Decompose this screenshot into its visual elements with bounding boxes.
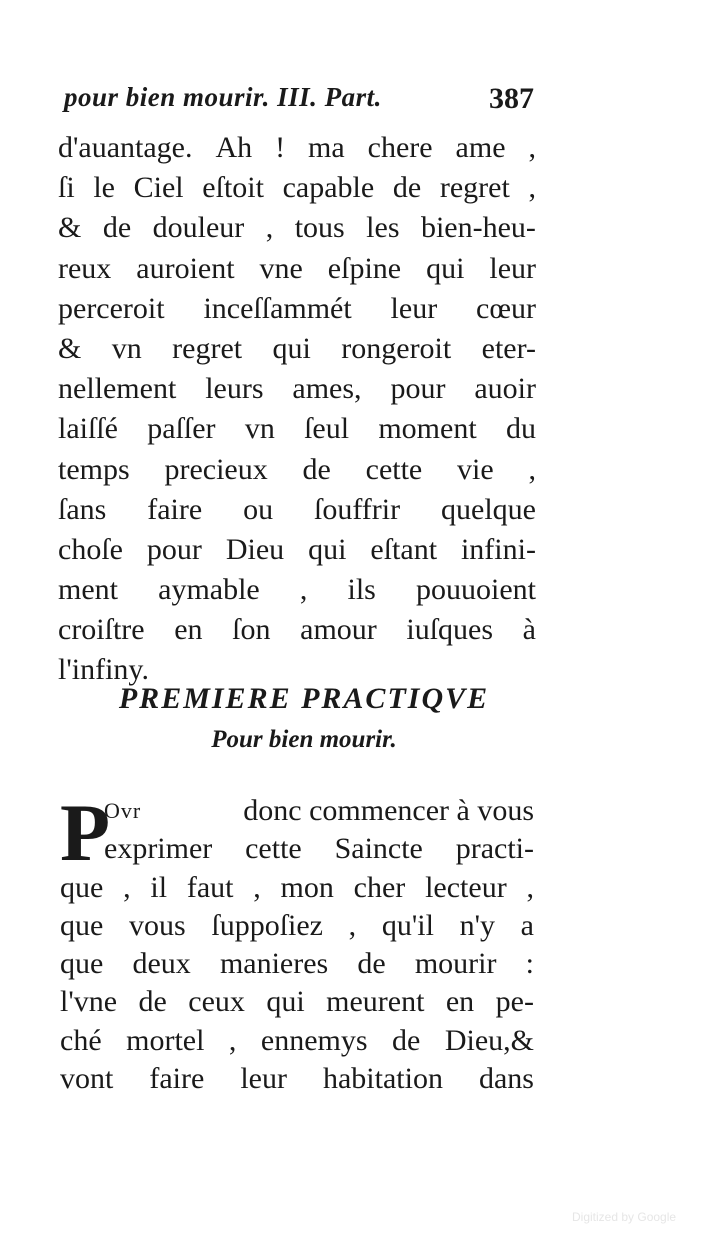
word: iuſques (406, 613, 494, 647)
word: de (392, 1023, 421, 1057)
word: aymable (158, 573, 260, 607)
word: temps (58, 452, 130, 486)
word: , (299, 573, 308, 607)
drop-cap: P (60, 787, 111, 878)
text-line (58, 530, 536, 570)
word: en (174, 613, 203, 647)
word: moment (378, 412, 477, 446)
word: leur (489, 251, 536, 285)
text-line (58, 450, 536, 490)
text-line (60, 945, 534, 983)
word: en (445, 985, 475, 1019)
word: mortel (126, 1023, 205, 1057)
word: Dieu (225, 532, 285, 566)
word: auoir (474, 372, 536, 406)
word: eſpine (327, 251, 402, 285)
text-line (58, 208, 536, 248)
word: cette (365, 452, 423, 486)
word: , (528, 131, 536, 164)
word: ſon (232, 613, 271, 647)
word: mourir (414, 947, 497, 981)
word: cher (353, 870, 406, 904)
word: faut (186, 870, 234, 904)
first-word-small-caps: Ovr (104, 798, 142, 823)
word: qu'il (381, 908, 434, 942)
word: quelque (441, 492, 536, 526)
word: croiſtre (58, 613, 145, 647)
word: , (528, 452, 536, 486)
word: ou (243, 492, 274, 526)
word: eſtant (370, 532, 438, 566)
word: , (526, 870, 534, 904)
word: a (520, 908, 534, 942)
word: de (302, 452, 331, 486)
word: cœur (476, 291, 536, 325)
word: faire (147, 492, 203, 526)
word: vn (244, 412, 275, 446)
text-line (60, 830, 534, 868)
word: , (253, 870, 261, 904)
word: d'auantage. (58, 131, 193, 164)
word: precieux (164, 452, 268, 486)
word: nellement (58, 372, 177, 406)
word: l'vne (60, 985, 118, 1019)
word: qui (426, 251, 465, 285)
word: eter- (481, 331, 536, 365)
text-line (58, 249, 536, 289)
word: vie (457, 452, 494, 486)
word: vont (60, 1062, 114, 1096)
word: leur (390, 291, 438, 325)
word: manieres (219, 947, 329, 981)
word: lecteur (425, 870, 507, 904)
word: ils (347, 573, 376, 607)
text-line (58, 610, 536, 650)
word: pouuoient (415, 573, 536, 607)
word: inceſſammét (203, 291, 352, 325)
word: auroient (136, 251, 235, 285)
word: ſi (58, 171, 75, 205)
word: pour (146, 532, 202, 566)
word: , (123, 870, 131, 904)
word: ! (275, 131, 286, 164)
word: ames, (292, 372, 362, 406)
text-line (58, 490, 536, 530)
word: Saincte (334, 832, 423, 866)
word: laiſſé (58, 412, 118, 446)
word: de (392, 171, 422, 205)
word: regret (172, 331, 243, 365)
word: les (366, 211, 400, 245)
text-line (60, 907, 534, 945)
word: tous (294, 211, 345, 245)
word: qui (272, 331, 311, 365)
text-line (60, 1060, 534, 1098)
word: de (357, 947, 386, 981)
word: rongeroit (341, 331, 452, 365)
text-line (58, 128, 536, 168)
word: n'y (459, 908, 495, 942)
word: bien-heu- (420, 211, 536, 245)
word: , (528, 171, 536, 205)
word: paſſer (147, 412, 216, 446)
word: à (522, 613, 536, 647)
word: ſuppoſiez (211, 908, 323, 942)
section-heading: PREMIERE PRACTIQVE (118, 682, 490, 715)
text-line: donc commencer à vous (243, 794, 534, 827)
word: ché (60, 1023, 102, 1057)
paragraph-2 (60, 787, 534, 1098)
word: eſtoit (202, 171, 264, 205)
word: leurs (205, 372, 264, 406)
word: ſouffrir (314, 492, 401, 526)
word: reux (58, 251, 112, 285)
word: qui (308, 532, 347, 566)
word: cette (245, 832, 302, 866)
text-line (58, 329, 536, 369)
word: leur (240, 1062, 287, 1096)
word: pe- (495, 985, 534, 1019)
word: mon (280, 870, 334, 904)
word: ennemys (260, 1023, 368, 1057)
text-line-first (60, 792, 534, 830)
word: ſeul (304, 412, 350, 446)
word: douleur (152, 211, 245, 245)
text-line: l'infiny. (58, 653, 149, 687)
word: habitation (322, 1062, 443, 1096)
word: deux (132, 947, 191, 981)
word: , (228, 1023, 237, 1057)
word: Ah (215, 131, 253, 164)
text-line (58, 289, 536, 329)
page-number: 387 (489, 82, 534, 115)
word: infini- (460, 532, 536, 566)
word: ceux (188, 985, 245, 1019)
word: ment (58, 573, 118, 607)
word: ma (308, 131, 345, 164)
word: chere (367, 131, 433, 164)
word: vous (129, 908, 186, 942)
word: exprimer (104, 832, 213, 866)
word: & (58, 211, 82, 245)
paragraph-1 (58, 128, 536, 691)
text-line (58, 570, 536, 610)
word: amour (300, 613, 377, 647)
word: : (525, 947, 534, 981)
text-line (58, 168, 536, 208)
word: perceroit (58, 291, 165, 325)
word: que (60, 908, 104, 942)
word: que (60, 870, 104, 904)
word: pour (390, 372, 446, 406)
running-head-title: pour bien mourir. III. Part. (64, 82, 382, 112)
text-line (58, 369, 536, 409)
word: & (58, 331, 82, 365)
word: du (505, 412, 536, 446)
word: Dieu,& (444, 1023, 534, 1057)
word: ame (455, 131, 506, 164)
word: meurent (326, 985, 425, 1019)
word: dans (478, 1062, 534, 1096)
word: practi- (455, 832, 534, 866)
word: le (93, 171, 115, 205)
word: qui (266, 985, 305, 1019)
word: Ciel (133, 171, 184, 205)
word: , (348, 908, 357, 942)
word: choſe (58, 532, 123, 566)
word: faire (149, 1062, 205, 1096)
digitization-watermark: Digitized by Google (572, 1210, 677, 1224)
word: de (102, 211, 132, 245)
word: que (60, 947, 104, 981)
running-head (64, 82, 534, 122)
word: vne (259, 251, 303, 285)
text-line (58, 409, 536, 449)
word: vn (111, 331, 142, 365)
word: regret (439, 171, 510, 205)
text-line (60, 983, 534, 1021)
word: , (265, 211, 274, 245)
word: ſans (58, 492, 107, 526)
word: de (138, 985, 167, 1019)
text-line (60, 869, 534, 907)
word: capable (282, 171, 375, 205)
section-subheading: Pour bien mourir. (211, 726, 397, 753)
word: il (150, 870, 168, 904)
text-line (60, 1022, 534, 1060)
